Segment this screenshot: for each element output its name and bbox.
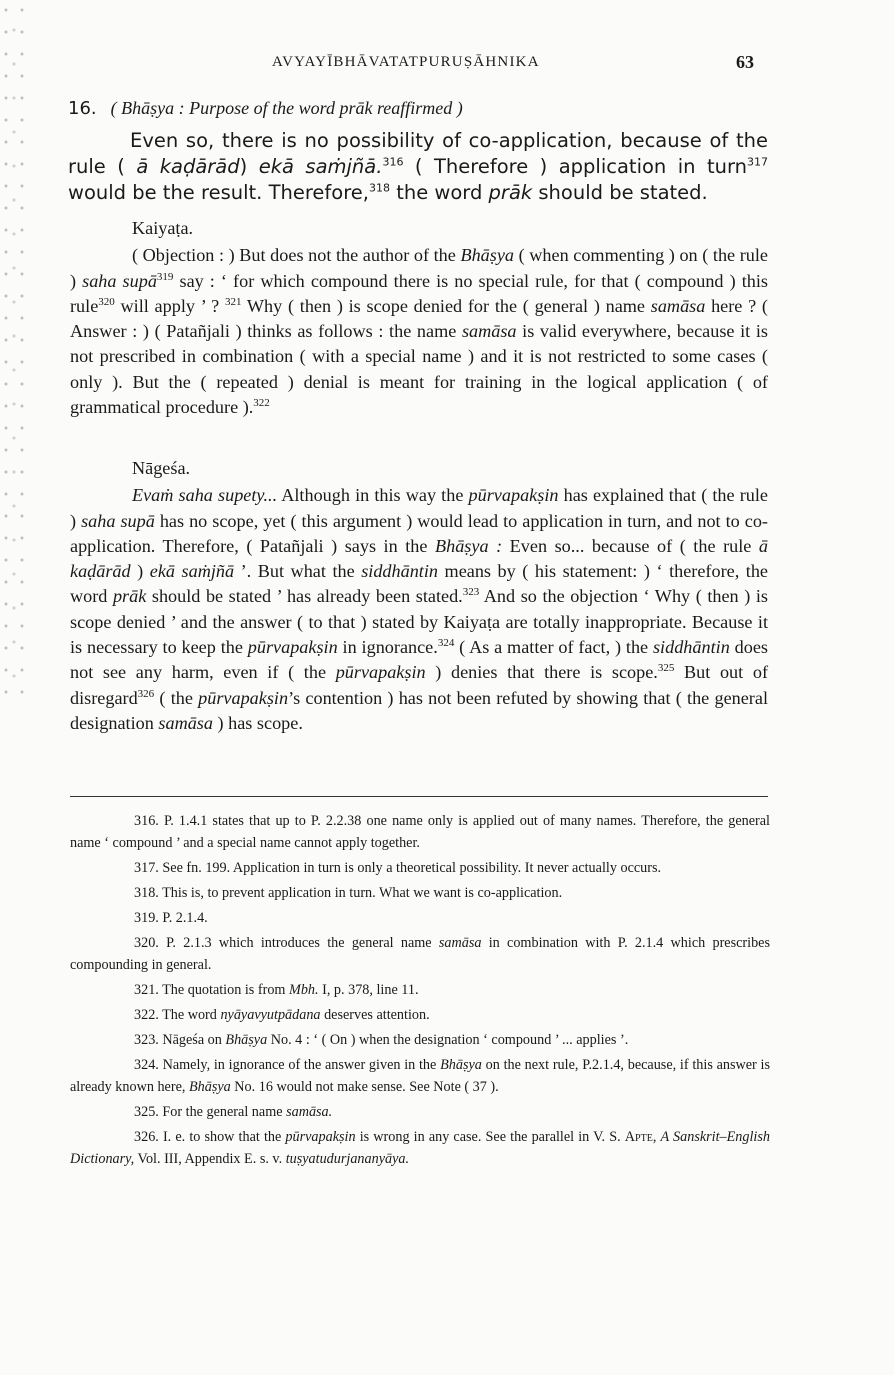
scan-edge-speckle (0, 0, 28, 700)
text-run: ( Objection : ) But does not the author of the (132, 245, 461, 266)
text-run: ) denies that there is scope. (425, 662, 658, 683)
text-run: But out of disregard (70, 662, 769, 708)
text-run: And so the objection ‘ Why ( then ) is scope denied ’ and the answer ( to that ) stated by Kaiyaṭa are totally inappropriate. Because it is necessary to keep the (70, 586, 768, 658)
text-run: means by ( his statement: ) ‘ therefore, the word (70, 561, 768, 607)
term: nyāyavyutpādana (220, 1007, 321, 1023)
text-run: should be stated ’ has already been stated. (146, 586, 463, 607)
commentator-label: Nāgeśa. (132, 458, 191, 478)
footnote-316: 316. P. 1.4.1 states that up to P. 2.2.38 one name only is applied out of many names. Therefore, the general name ‘ compound ’ and a special name cannot apply together. (70, 813, 770, 851)
text-run: deserves attention. (320, 1007, 430, 1023)
footnote-326 (70, 1126, 770, 1170)
work-title: Bhāṣya (188, 1079, 231, 1095)
text-run: Even so... because of ( the rule (502, 535, 759, 556)
term: tuṣyatudurjananyāya. (285, 1151, 410, 1167)
nagesa-commentary (70, 456, 768, 736)
text-run: I, p. 378, line 11. (318, 982, 419, 998)
commentator-label: Kaiyaṭa. (132, 218, 194, 238)
term: prāk (488, 181, 533, 204)
term: samāsa (158, 712, 213, 733)
text-run: 326. I. e. to show that the (134, 1129, 286, 1145)
footnote-divider (70, 796, 768, 797)
term: siddhāntin (652, 637, 730, 658)
footnote-ref[interactable]: 324 (437, 637, 455, 650)
text-run: Even so, there is no possibility of co-application, because of the rule ( (68, 129, 768, 178)
text-run: has no scope, yet ( this argument ) would lead to application in turn, and not to co-application. Therefore, ( Patañjali ) says in the (70, 510, 768, 556)
footnote-325 (70, 1101, 770, 1123)
term: pūrvapakṣin (247, 637, 338, 658)
footnote-ref[interactable]: 326 (137, 687, 155, 700)
text-run: ( the (154, 687, 199, 708)
footnotes (70, 810, 770, 1173)
author-name: Apte (624, 1129, 653, 1145)
bhasya-paragraph (68, 128, 768, 206)
footnote-ref[interactable]: 318 (369, 181, 391, 195)
footnote-318: 318. This is, to prevent application in turn. What we want is co-application. (134, 885, 563, 901)
footnote-317: 317. See fn. 199. Application in turn is only a theoretical possibility. It never actually occurs. (134, 860, 662, 876)
term: siddhāntin (361, 561, 439, 582)
text-run: Vol. III, Appendix E. s. v. (134, 1151, 286, 1167)
rule-term: ā kaḍārād (136, 155, 240, 178)
rule-term: ekā saṁjñā (149, 561, 235, 582)
text-run: No. 16 would not make sense. See Note ( 37 ). (230, 1079, 499, 1095)
text-run: ( when commenting ) on ( the rule ) (70, 245, 769, 291)
text-run: 324. Namely, in ignorance of the answer given in the (134, 1057, 441, 1073)
text-run: ) (239, 155, 259, 178)
text-run: Why ( then ) is scope denied for the ( general ) name (241, 295, 651, 316)
text-run: does not see any harm, even if ( the (70, 637, 768, 683)
footnote-ref[interactable]: 325 (657, 662, 675, 675)
rule-term: saha supā (81, 510, 155, 531)
text-run: No. 4 : ‘ ( On ) when the designation ‘ compound ’ ... applies ’. (267, 1032, 629, 1048)
lemma: Evaṁ saha supety... (132, 485, 278, 506)
term: samāsa. (286, 1104, 333, 1120)
text-run: would be the result. Therefore, (68, 181, 370, 204)
text-run: in ignorance. (337, 637, 438, 658)
text-run: , (652, 1129, 661, 1145)
rule-term: ekā saṁjñā. (258, 155, 383, 178)
kaiyata-commentary (70, 216, 768, 420)
footnote-323 (70, 1029, 770, 1051)
work-title: A Sanskrit–English Dictionary, (70, 1129, 770, 1167)
running-head: AVYAYĪBHĀVATATPURUṢĀHNIKA (272, 54, 540, 70)
text-run: 322. The word (134, 1007, 221, 1023)
footnote-ref[interactable]: 316 (382, 155, 404, 169)
work-title: Bhāṣya (440, 1057, 482, 1073)
section-heading (68, 98, 774, 119)
term: samāsa (438, 935, 482, 951)
page-number: 63 (736, 52, 754, 72)
text-run: 320. P. 2.1.3 which introduces the general name (134, 935, 439, 951)
work-title: Bhāṣya (225, 1032, 268, 1048)
text-run: ’. But what the (234, 561, 362, 582)
footnote-322 (70, 1004, 770, 1026)
nagesa-paragraph (70, 483, 768, 736)
text-run: is valid everywhere, because it is not prescribed in combination ( with a special name ) and it is not restricted to some cases ( only ). But the ( repeated ) denial is meant for training in the logical application ( of grammatical procedure ). (70, 321, 768, 418)
term: prāk (112, 586, 147, 607)
rule-term: ā kaḍārād (70, 535, 768, 582)
text-run: ) (130, 561, 150, 582)
footnote-ref[interactable]: 322 (253, 397, 270, 410)
term: pūrvapakṣin (468, 485, 559, 506)
rule-term: saha supā (82, 270, 157, 291)
text-run: 323. Nāgeśa on (134, 1032, 226, 1048)
text-run: will apply ’ ? (114, 295, 225, 316)
text-run: 325. For the general name (134, 1104, 287, 1120)
footnote-319: 319. P. 2.1.4. (134, 910, 208, 926)
text-run: is wrong in any case. See the parallel in V. S. (355, 1129, 625, 1145)
text-run: say : ‘ for which compound there is no special rule, for that ( compound ) this rule (70, 270, 768, 316)
text-run: on the next rule, P.2.1.4, because, if this answer is already known here, (70, 1057, 770, 1095)
footnote-ref[interactable]: 320 (98, 295, 115, 308)
term: samāsa (650, 295, 706, 316)
footnote-ref[interactable]: 317 (747, 155, 769, 169)
text-run: ( Therefore ) application in turn (403, 155, 748, 178)
section-title: ( Bhāṣya : Purpose of the word prāk reaffirmed ) (110, 98, 463, 118)
text-run: ) has scope. (212, 712, 303, 733)
work-title: Bhāṣya : (435, 535, 503, 556)
footnote-324 (70, 1054, 770, 1098)
footnote-321 (70, 979, 770, 1001)
text-run: here ? ( Answer : ) ( Patañjali ) thinks as follows : the name (70, 295, 768, 342)
text-run: has explained that ( the rule ) (70, 485, 768, 531)
term: pūrvapakṣin (198, 687, 289, 708)
term: pūrvapakṣin (285, 1129, 356, 1145)
bhasya-translation (68, 128, 768, 206)
text-run: in combination with P. 2.1.4 which prescribes compounding in general. (70, 935, 771, 973)
work-title: Bhāṣya (460, 245, 514, 266)
text-run: 321. The quotation is from (134, 982, 289, 998)
text-run: ( As a matter of fact, ) the (454, 637, 653, 658)
term: pūrvapakṣin (335, 662, 426, 683)
footnote-ref[interactable]: 321 (224, 295, 242, 308)
work-title: Mbh. (289, 982, 319, 998)
term: samāsa (461, 321, 517, 342)
footnote-ref[interactable]: 319 (156, 270, 174, 283)
footnote-ref[interactable]: 323 (462, 586, 480, 599)
section-number: 16. (68, 98, 97, 119)
kaiyata-paragraph (70, 243, 768, 420)
text-run: should be stated. (532, 181, 708, 204)
text-run: Although in this way the (277, 485, 469, 506)
text-run: ’s contention ) has not been refuted by showing that ( the general designation (70, 687, 768, 733)
footnote-320 (70, 932, 770, 976)
text-run: the word (390, 181, 489, 204)
